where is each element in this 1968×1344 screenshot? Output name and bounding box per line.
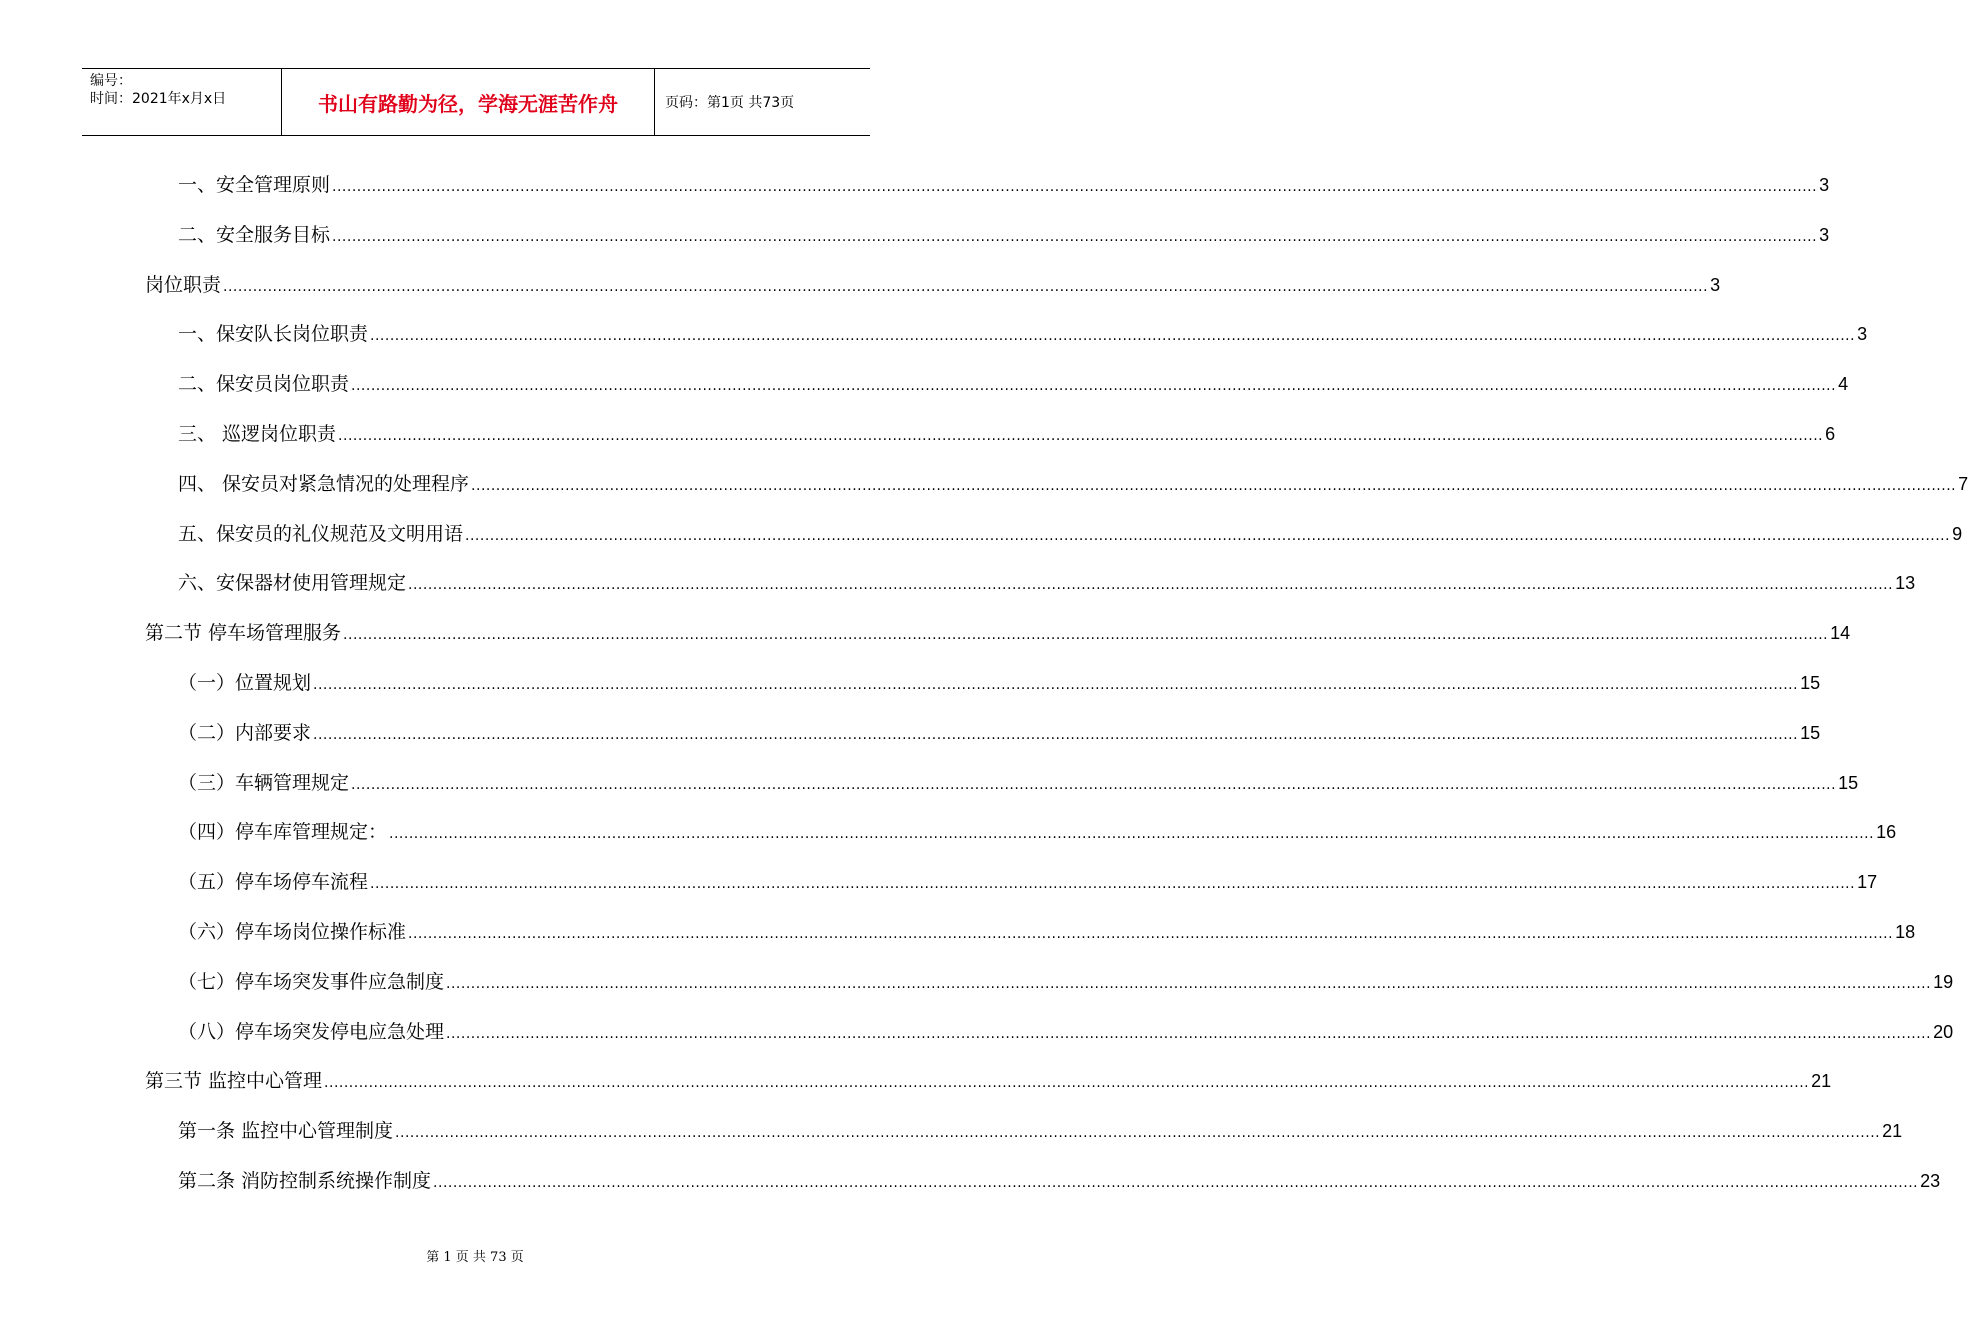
toc-dot-leader: ............................................................................................................................................................................................................................................................................................................ (446, 1025, 1932, 1042)
toc-entry-page-number: 21 (1811, 1071, 1832, 1092)
toc-entry-page-number: 17 (1857, 872, 1878, 893)
toc-entry-title: （六）停车场岗位操作标准 (178, 921, 407, 943)
toc-entry-page-number: 3 (1819, 175, 1830, 195)
page-footer: 第 1 页 共 73 页 (426, 1250, 524, 1265)
toc-entry[interactable] (178, 369, 1849, 399)
toc-entry-title: （八）停车场突发停电应急处理 (178, 1020, 445, 1043)
toc-entry-page-number: 18 (1895, 922, 1916, 942)
toc-dot-leader: ............................................................................................................................................................................................................................................................................................................ (351, 378, 1837, 395)
toc-entry-page-number: 3 (1819, 224, 1830, 245)
toc-dot-leader: ............................................................................................................................................................................................................................................................................................................ (446, 975, 1932, 992)
toc-entry-title: 一、安全管理原则 (178, 174, 331, 196)
toc-entry[interactable] (178, 668, 1821, 698)
toc-dot-leader: ............................................................................................................................................................................................................................................................................................................ (389, 826, 1875, 843)
toc-entry-title: 第一条 监控中心管理制度 (178, 1120, 394, 1143)
toc-entry[interactable] (178, 519, 1963, 549)
toc-entry-title: （一）位置规划 (178, 672, 312, 694)
toc-entry-title: （三）车辆管理规定 (178, 771, 350, 794)
toc-entry-page-number: 14 (1830, 623, 1851, 644)
header-motto: 书山有路勤为径，学海无涯苦作舟 (282, 69, 655, 135)
page-header (82, 68, 870, 136)
toc-entry-title: 二、安全服务目标 (178, 223, 331, 246)
toc-entry-title: 四、 保安员对紧急情况的处理程序 (178, 472, 470, 495)
toc-dot-leader: ............................................................................................................................................................................................................................................................................................................ (370, 876, 1856, 893)
toc-entry-page-number: 4 (1838, 374, 1849, 395)
toc-entry-title: （五）停车场停车流程 (178, 871, 369, 894)
toc-entry-title: 一、保安队长岗位职责 (178, 323, 369, 346)
toc-entry-title: （七）停车场突发事件应急制度 (178, 970, 445, 993)
toc-entry-page-number: 15 (1800, 673, 1821, 693)
toc-entry[interactable] (178, 768, 1859, 798)
toc-dot-leader: ............................................................................................................................................................................................................................................................................................................ (465, 527, 1951, 544)
header-meta (82, 69, 282, 135)
toc-entry[interactable] (145, 618, 1851, 648)
toc-entry-page-number: 23 (1920, 1171, 1941, 1191)
toc-dot-leader: ............................................................................................................................................................................................................................................................................................................ (408, 577, 1894, 594)
toc-entry[interactable] (178, 469, 1968, 499)
toc-entry[interactable] (178, 319, 1868, 349)
toc-dot-leader: ............................................................................................................................................................................................................................................................................................................ (343, 627, 1829, 644)
toc-entry-page-number: 15 (1800, 722, 1821, 743)
toc-dot-leader: ............................................................................................................................................................................................................................................................................................................ (313, 677, 1799, 693)
toc-dot-leader: ............................................................................................................................................................................................................................................................................................................ (351, 776, 1837, 793)
toc-entry[interactable] (178, 1116, 1903, 1146)
toc-entry[interactable] (178, 867, 1878, 897)
toc-dot-leader: ............................................................................................................................................................................................................................................................................................................ (395, 1125, 1881, 1142)
toc-entry-page-number: 20 (1933, 1021, 1954, 1042)
toc-entry[interactable] (178, 817, 1897, 847)
toc-entry[interactable] (145, 1066, 1832, 1096)
toc-entry-title: （二）内部要求 (178, 721, 312, 744)
toc-dot-leader: ............................................................................................................................................................................................................................................................................................................ (338, 428, 1824, 444)
toc-entry-page-number: 3 (1857, 324, 1868, 345)
toc-dot-leader: ............................................................................................................................................................................................................................................................................................................ (433, 1175, 1919, 1191)
header-page-info: 页码：第1页 共73页 (665, 95, 795, 111)
toc-entry-page-number: 7 (1958, 473, 1968, 494)
toc-dot-leader: ............................................................................................................................................................................................................................................................................................................ (370, 328, 1856, 345)
toc-entry-page-number: 16 (1876, 822, 1897, 843)
toc-entry-title: 三、 巡逻岗位职责 (178, 423, 337, 445)
toc-entry-page-number: 21 (1882, 1121, 1903, 1142)
toc-entry-title: 六、安保器材使用管理规定 (178, 572, 407, 595)
toc-dot-leader: ............................................................................................................................................................................................................................................................................................................ (223, 278, 1709, 295)
document-date-label: 时间：2021年x月x日 (90, 91, 227, 107)
toc-entry-title: （四）停车库管理规定： (178, 821, 388, 844)
toc-entry-page-number: 3 (1710, 274, 1721, 295)
document-number-label: 编号： (90, 73, 132, 89)
toc-entry[interactable] (178, 568, 1916, 598)
toc-dot-leader: ............................................................................................................................................................................................................................................................................................................ (332, 179, 1818, 195)
toc-entry[interactable] (178, 917, 1916, 947)
toc-entry-title: 五、保安员的礼仪规范及文明用语 (178, 522, 464, 545)
toc-dot-leader: ............................................................................................................................................................................................................................................................................................................ (313, 726, 1799, 743)
toc-entry-title: 第三节 监控中心管理 (145, 1070, 323, 1093)
toc-entry-page-number: 9 (1952, 523, 1963, 544)
toc-entry[interactable] (145, 270, 1721, 300)
toc-entry[interactable] (178, 718, 1821, 748)
toc-entry[interactable] (178, 419, 1836, 449)
toc-entry[interactable] (178, 967, 1954, 997)
toc-dot-leader: ............................................................................................................................................................................................................................................................................................................ (332, 228, 1818, 245)
toc-entry-page-number: 13 (1895, 573, 1916, 594)
toc-entry-page-number: 15 (1838, 772, 1859, 793)
toc-entry[interactable] (178, 170, 1830, 200)
toc-dot-leader: ............................................................................................................................................................................................................................................................................................................ (324, 1075, 1810, 1092)
toc-dot-leader: ............................................................................................................................................................................................................................................................................................................ (408, 926, 1894, 942)
toc-entry-page-number: 6 (1825, 424, 1836, 444)
toc-entry-title: 岗位职责 (145, 273, 222, 296)
toc-entry-title: 第二条 消防控制系统操作制度 (178, 1170, 432, 1192)
toc-dot-leader: ............................................................................................................................................................................................................................................................................................................ (471, 477, 1957, 494)
toc-entry[interactable] (178, 1166, 1941, 1196)
toc-entry-page-number: 19 (1933, 971, 1954, 992)
toc-entry-title: 二、保安员岗位职责 (178, 373, 350, 396)
toc-entry-title: 第二节 停车场管理服务 (145, 622, 342, 645)
toc-entry[interactable] (178, 1017, 1954, 1047)
toc-entry[interactable] (178, 220, 1830, 250)
